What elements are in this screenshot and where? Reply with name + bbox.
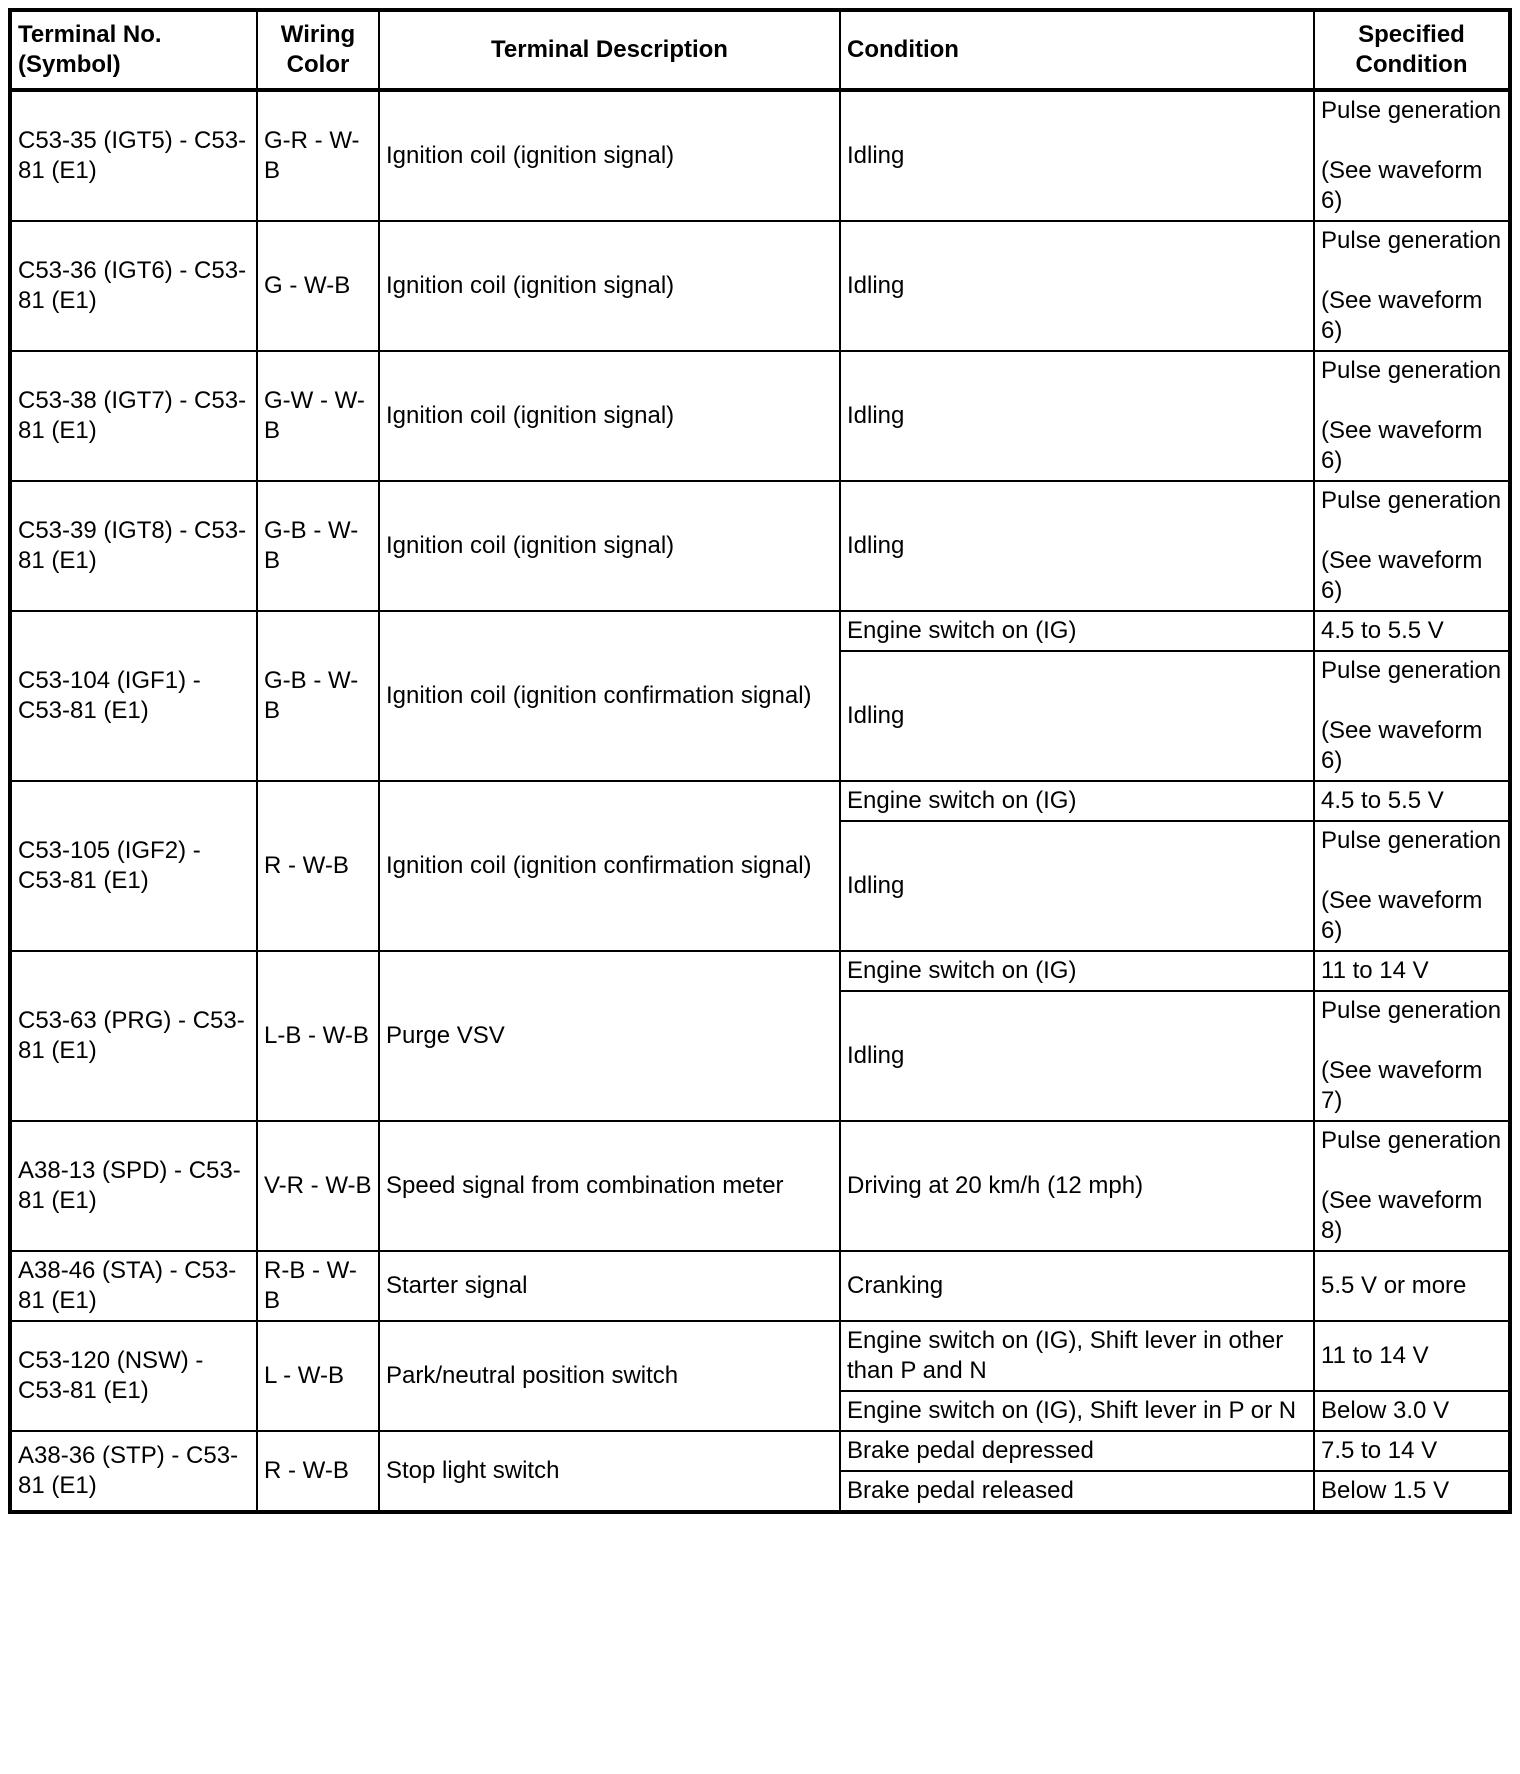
condition-cell: Brake pedal released	[840, 1471, 1314, 1512]
terminal-cell: C53-63 (PRG) - C53-81 (E1)	[10, 951, 257, 1121]
description-cell: Starter signal	[379, 1251, 840, 1321]
header-wiring-color: Wiring Color	[257, 10, 379, 90]
table-row	[10, 90, 1510, 221]
header-condition: Condition	[840, 10, 1314, 90]
header-terminal: Terminal No. (Symbol)	[10, 10, 257, 90]
specified-condition-cell: 11 to 14 V	[1314, 951, 1510, 991]
document-page	[8, 8, 1512, 1514]
specified-condition-cell: Pulse generation (See waveform 7)	[1314, 991, 1510, 1121]
description-cell: Speed signal from combination meter	[379, 1121, 840, 1251]
terminal-cell: C53-38 (IGT7) - C53-81 (E1)	[10, 351, 257, 481]
condition-cell: Idling	[840, 221, 1314, 351]
condition-cell: Idling	[840, 651, 1314, 781]
terminal-cell: C53-36 (IGT6) - C53-81 (E1)	[10, 221, 257, 351]
condition-cell: Cranking	[840, 1251, 1314, 1321]
table-row	[10, 1251, 1510, 1321]
specified-condition-cell: 5.5 V or more	[1314, 1251, 1510, 1321]
specified-condition-cell: Pulse generation (See waveform 6)	[1314, 651, 1510, 781]
table-row	[10, 1121, 1510, 1251]
description-cell: Purge VSV	[379, 951, 840, 1121]
condition-cell: Idling	[840, 481, 1314, 611]
description-cell: Ignition coil (ignition confirmation signal)	[379, 781, 840, 951]
condition-cell: Idling	[840, 821, 1314, 951]
condition-cell: Idling	[840, 90, 1314, 221]
table-row	[10, 781, 1510, 821]
description-cell: Ignition coil (ignition confirmation signal)	[379, 611, 840, 781]
terminal-cell: C53-104 (IGF1) - C53-81 (E1)	[10, 611, 257, 781]
specified-condition-cell: Pulse generation (See waveform 8)	[1314, 1121, 1510, 1251]
table-header-row	[10, 10, 1510, 90]
condition-cell: Engine switch on (IG)	[840, 781, 1314, 821]
wiring-color-cell: G-W - W-B	[257, 351, 379, 481]
table-row	[10, 1431, 1510, 1471]
specified-condition-cell: Pulse generation (See waveform 6)	[1314, 481, 1510, 611]
wiring-color-cell: G-R - W-B	[257, 90, 379, 221]
terminal-spec-table	[8, 8, 1512, 1514]
description-cell: Ignition coil (ignition signal)	[379, 221, 840, 351]
description-cell: Ignition coil (ignition signal)	[379, 481, 840, 611]
table-row	[10, 951, 1510, 991]
condition-cell: Brake pedal depressed	[840, 1431, 1314, 1471]
specified-condition-cell: 11 to 14 V	[1314, 1321, 1510, 1391]
terminal-cell: A38-13 (SPD) - C53-81 (E1)	[10, 1121, 257, 1251]
terminal-cell: C53-120 (NSW) - C53-81 (E1)	[10, 1321, 257, 1431]
condition-cell: Engine switch on (IG)	[840, 611, 1314, 651]
description-cell: Ignition coil (ignition signal)	[379, 351, 840, 481]
specified-condition-cell: Below 1.5 V	[1314, 1471, 1510, 1512]
wiring-color-cell: G - W-B	[257, 221, 379, 351]
condition-cell: Engine switch on (IG), Shift lever in other than P and N	[840, 1321, 1314, 1391]
condition-cell: Idling	[840, 351, 1314, 481]
table-row	[10, 1321, 1510, 1391]
specified-condition-cell: Pulse generation (See waveform 6)	[1314, 351, 1510, 481]
table-row	[10, 611, 1510, 651]
specified-condition-cell: Pulse generation (See waveform 6)	[1314, 821, 1510, 951]
wiring-color-cell: R - W-B	[257, 781, 379, 951]
terminal-cell: C53-35 (IGT5) - C53-81 (E1)	[10, 90, 257, 221]
terminal-cell: A38-46 (STA) - C53-81 (E1)	[10, 1251, 257, 1321]
specified-condition-cell: 4.5 to 5.5 V	[1314, 781, 1510, 821]
wiring-color-cell: L-B - W-B	[257, 951, 379, 1121]
table-row	[10, 481, 1510, 611]
table-row	[10, 351, 1510, 481]
wiring-color-cell: V-R - W-B	[257, 1121, 379, 1251]
wiring-color-cell: G-B - W-B	[257, 481, 379, 611]
header-specified-condition: Specified Condition	[1314, 10, 1510, 90]
description-cell: Ignition coil (ignition signal)	[379, 90, 840, 221]
wiring-color-cell: G-B - W-B	[257, 611, 379, 781]
wiring-color-cell: L - W-B	[257, 1321, 379, 1431]
terminal-cell: C53-105 (IGF2) - C53-81 (E1)	[10, 781, 257, 951]
table-row	[10, 221, 1510, 351]
condition-cell: Idling	[840, 991, 1314, 1121]
condition-cell: Driving at 20 km/h (12 mph)	[840, 1121, 1314, 1251]
wiring-color-cell: R - W-B	[257, 1431, 379, 1512]
specified-condition-cell: Pulse generation (See waveform 6)	[1314, 221, 1510, 351]
specified-condition-cell: Pulse generation (See waveform 6)	[1314, 90, 1510, 221]
header-terminal-description: Terminal Description	[379, 10, 840, 90]
condition-cell: Engine switch on (IG), Shift lever in P or N	[840, 1391, 1314, 1431]
specified-condition-cell: 4.5 to 5.5 V	[1314, 611, 1510, 651]
description-cell: Stop light switch	[379, 1431, 840, 1512]
table-body	[10, 90, 1510, 1512]
wiring-color-cell: R-B - W-B	[257, 1251, 379, 1321]
specified-condition-cell: Below 3.0 V	[1314, 1391, 1510, 1431]
terminal-cell: A38-36 (STP) - C53-81 (E1)	[10, 1431, 257, 1512]
specified-condition-cell: 7.5 to 14 V	[1314, 1431, 1510, 1471]
condition-cell: Engine switch on (IG)	[840, 951, 1314, 991]
terminal-cell: C53-39 (IGT8) - C53-81 (E1)	[10, 481, 257, 611]
description-cell: Park/neutral position switch	[379, 1321, 840, 1431]
